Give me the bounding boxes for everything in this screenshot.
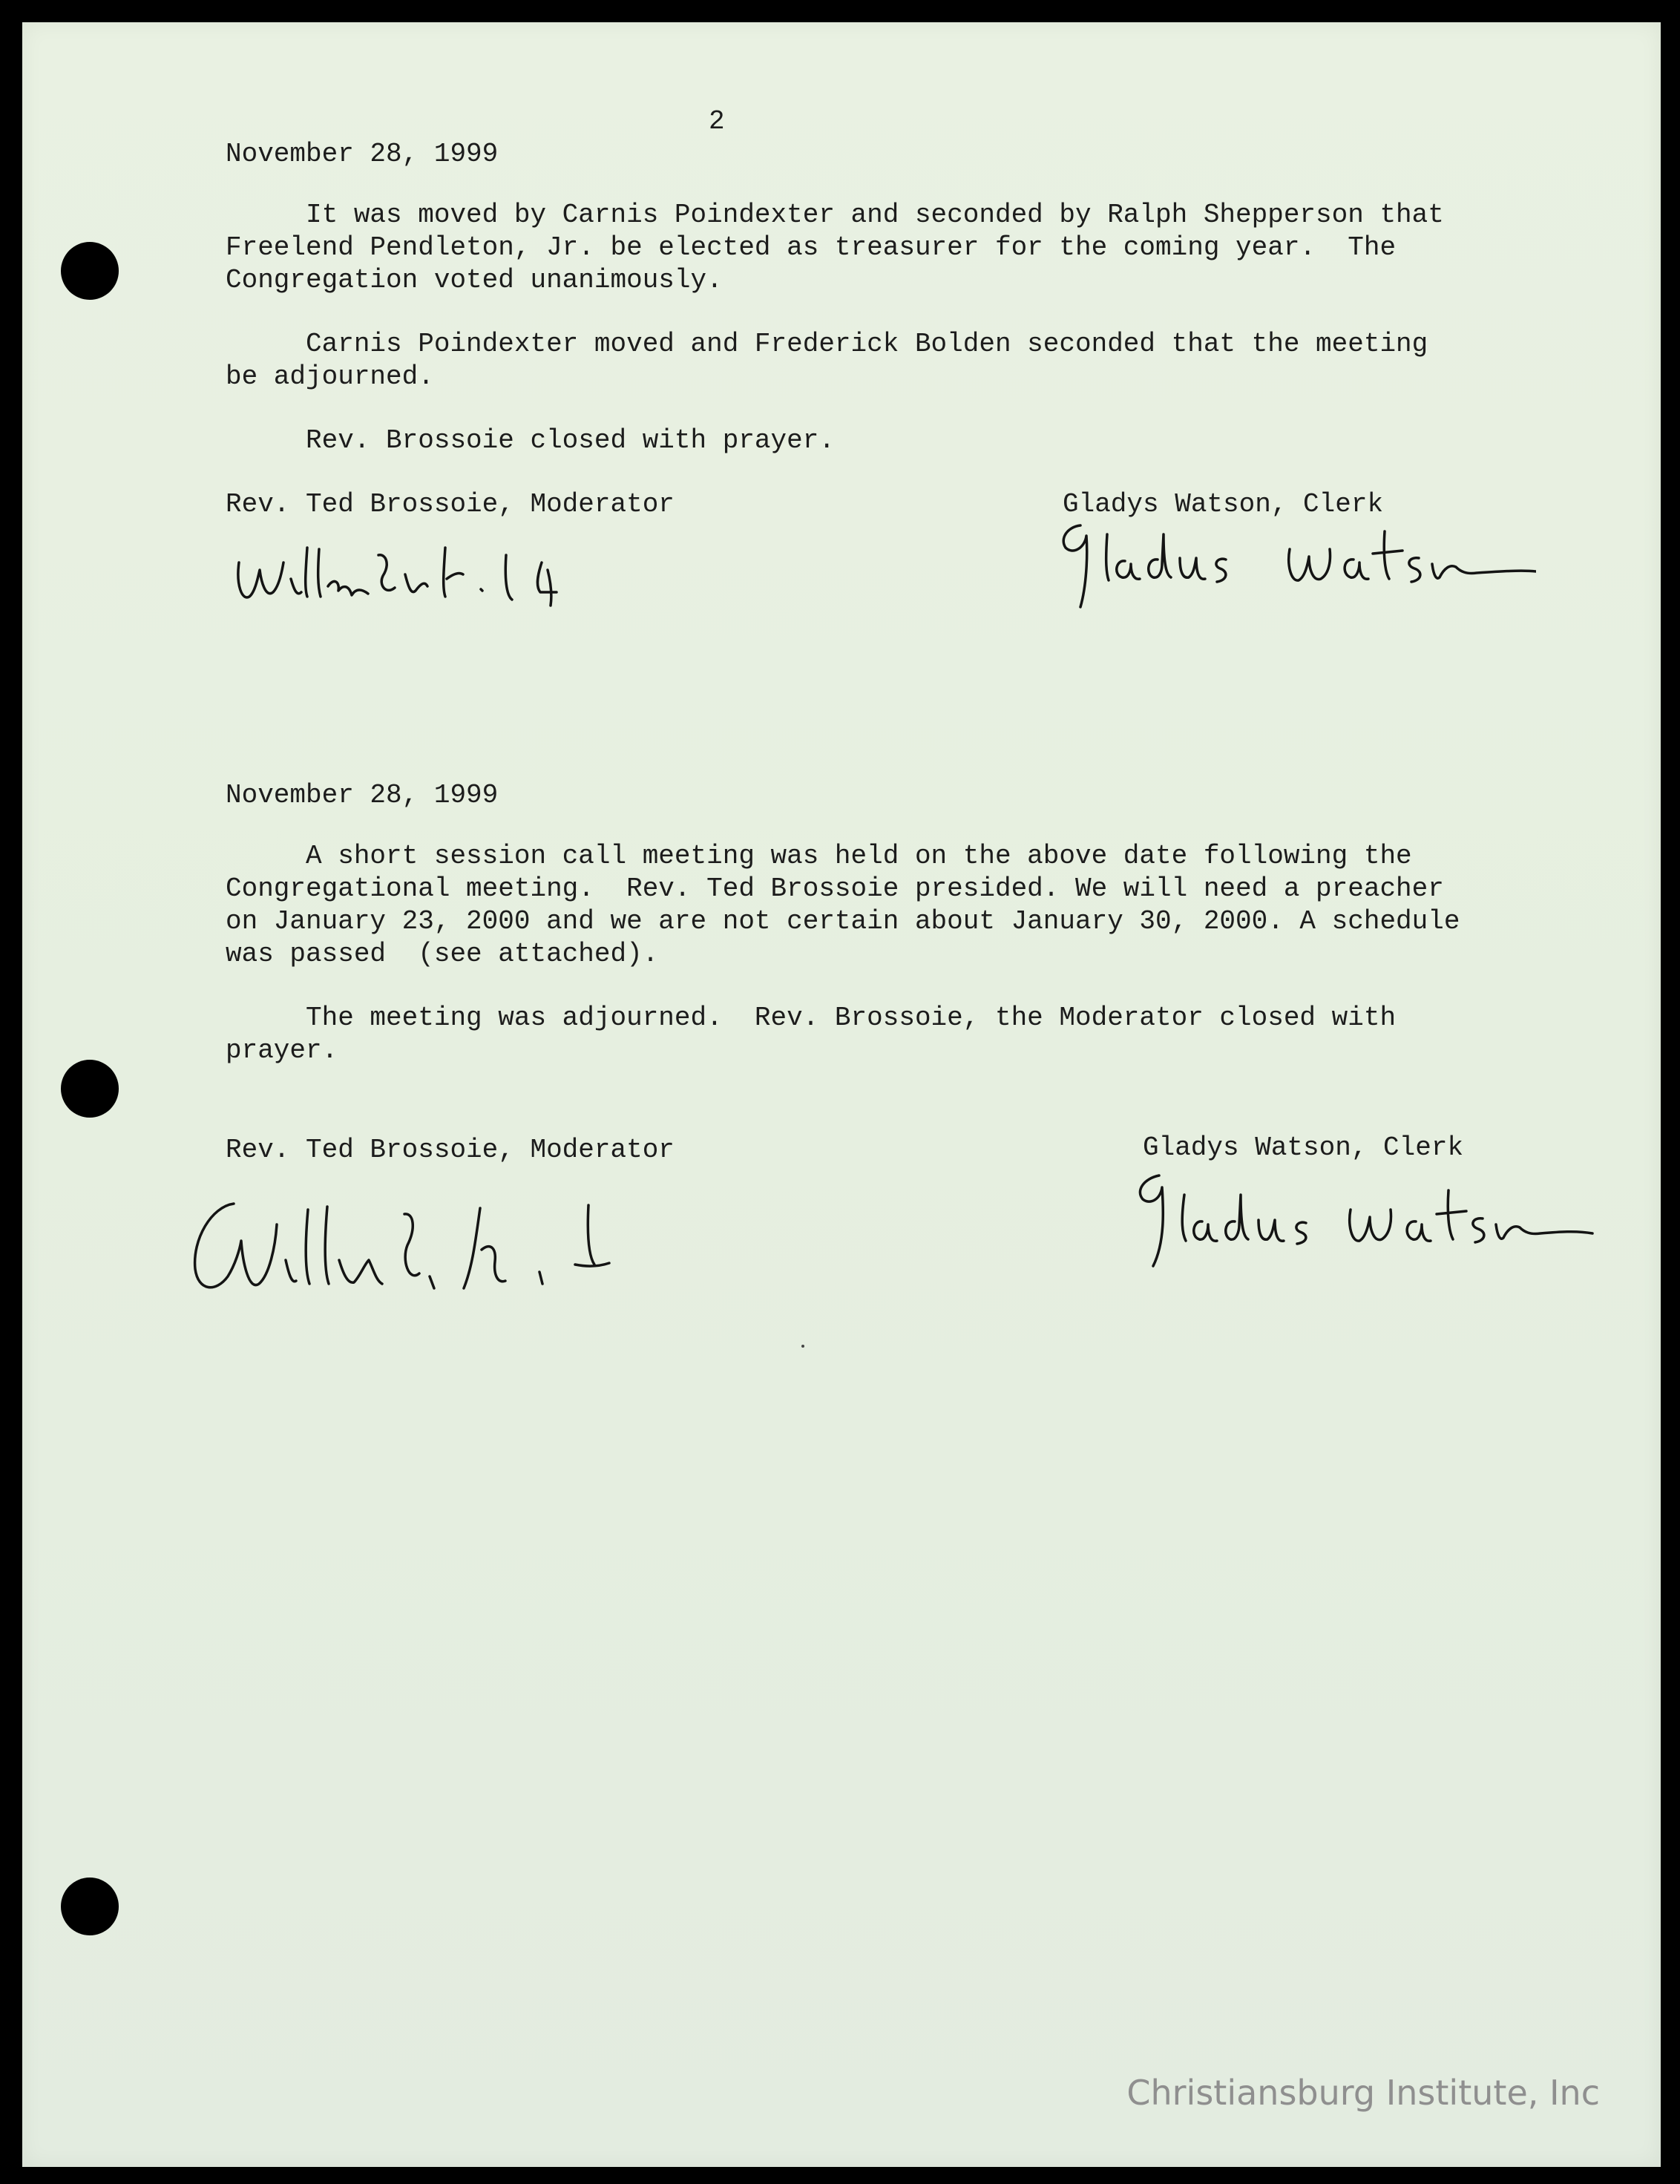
section2-para2-line1: The meeting was adjourned. Rev. Brossoie, the Moderator closed with xyxy=(226,1003,1397,1033)
section1-para1-line3: Congregation voted unanimously. xyxy=(226,265,723,295)
watermark: Christiansburg Institute, Inc xyxy=(1126,2073,1600,2113)
section2-date: November 28, 1999 xyxy=(226,780,499,810)
section1-clerk-title: Gladys Watson, Clerk xyxy=(1063,489,1384,519)
punch-hole-middle xyxy=(61,1060,119,1118)
section2-para1-line4: was passed (see attached). xyxy=(226,939,659,969)
speck xyxy=(801,1345,804,1348)
punch-hole-bottom xyxy=(61,1878,119,1935)
section1-para1-line1: It was moved by Carnis Poindexter and seconded by Ralph Shepperson that xyxy=(226,200,1444,230)
section1-para2-line1: Carnis Poindexter moved and Frederick Bolden seconded that the meeting xyxy=(226,329,1428,359)
section1-para1-line2: Freelend Pendleton, Jr. be elected as treasurer for the coming year. The xyxy=(226,232,1397,263)
page-number: 2 xyxy=(709,106,725,137)
section1-date: November 28, 1999 xyxy=(226,139,499,169)
section2-clerk-title: Gladys Watson, Clerk xyxy=(1143,1132,1464,1163)
section2-moderator-title: Rev. Ted Brossoie, Moderator xyxy=(226,1135,675,1165)
section2-para1-line2: Congregational meeting. Rev. Ted Brossoie presided. We will need a preacher xyxy=(226,873,1444,904)
clerk-signature-1 xyxy=(1054,512,1536,616)
section1-para3-line1: Rev. Brossoie closed with prayer. xyxy=(226,425,835,456)
clerk-signature-2 xyxy=(1128,1165,1603,1276)
punch-hole-top xyxy=(61,242,119,300)
section2-para1-line3: on January 23, 2000 and we are not certain about January 30, 2000. A schedule xyxy=(226,906,1460,937)
section1-para2-line2: be adjourned. xyxy=(226,361,434,392)
moderator-signature-2 xyxy=(182,1173,627,1306)
section2-para2-line2: prayer. xyxy=(226,1035,338,1066)
section2-para1-line1: A short session call meeting was held on the above date following the xyxy=(226,841,1412,871)
moderator-signature-1 xyxy=(230,533,601,614)
section1-moderator-title: Rev. Ted Brossoie, Moderator xyxy=(226,489,675,519)
